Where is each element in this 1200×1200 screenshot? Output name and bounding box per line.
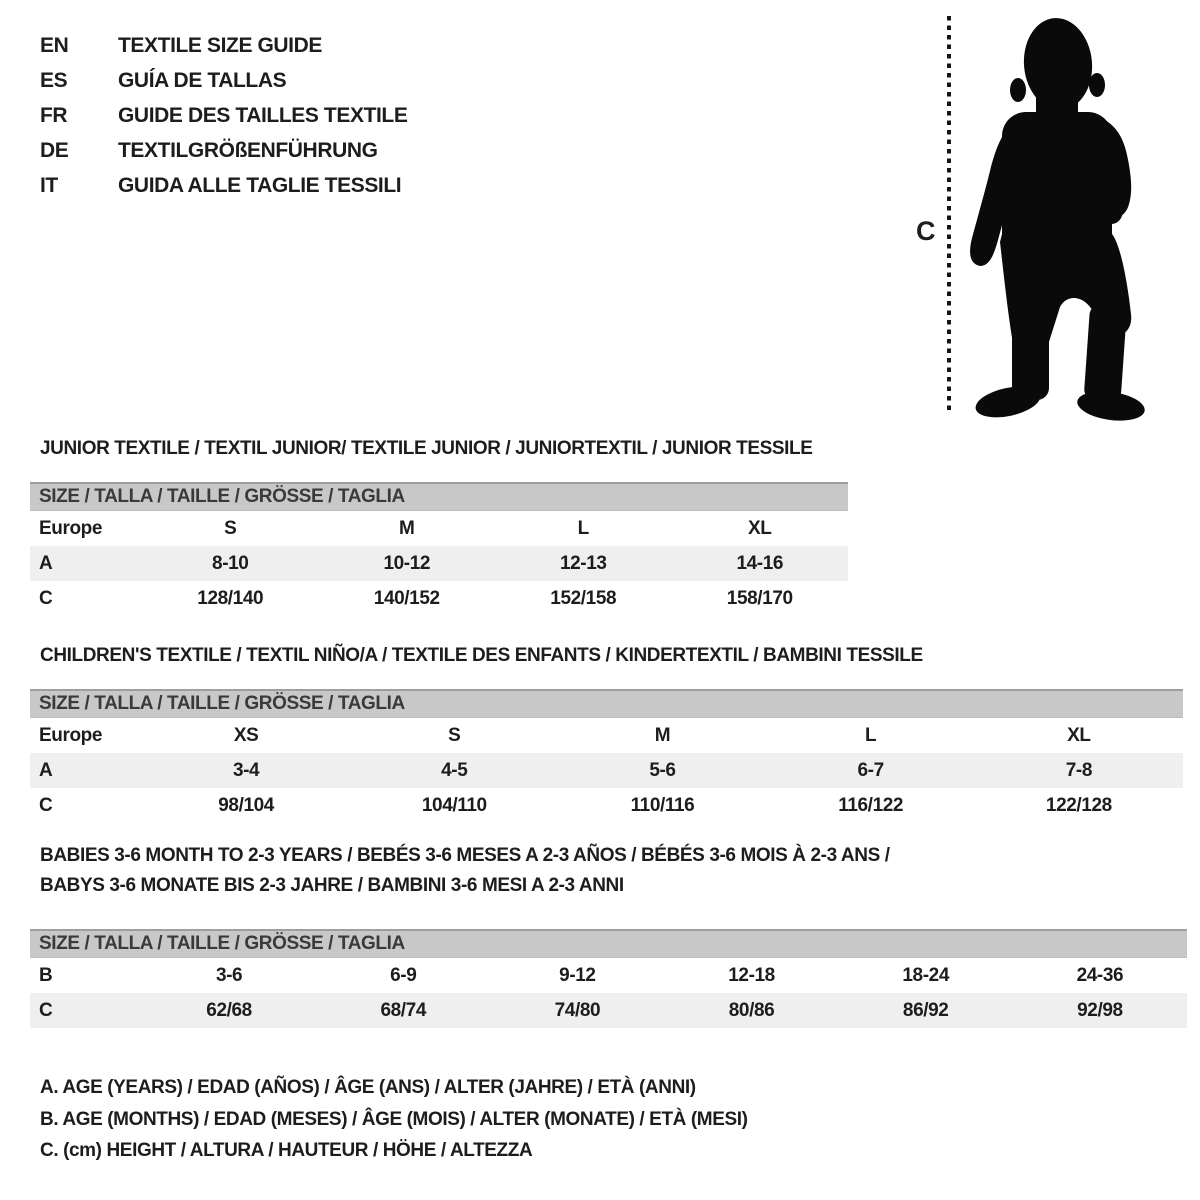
- size-cell: 12-18: [728, 964, 775, 986]
- section-title-line: BABIES 3-6 MONTH TO 2-3 YEARS / BEBÉS 3-6 MESES A 2-3 AÑOS / BÉBÉS 3-6 MOIS À 2-3 ANS /: [40, 845, 890, 866]
- size-cell: 9-12: [559, 964, 596, 986]
- size-table-row: [30, 753, 1183, 788]
- language-row: [40, 63, 407, 98]
- legend-line-a: A. AGE (YEARS) / EDAD (AÑOS) / ÂGE (ANS) / ALTER (JAHRE) / ETÀ (ANNI): [40, 1077, 696, 1098]
- size-cell: 128/140: [197, 587, 264, 609]
- language-title: GUIDE DES TAILLES TEXTILE: [118, 103, 408, 127]
- row-label: A: [39, 552, 53, 574]
- size-cell: 158/170: [726, 587, 793, 609]
- language-title: GUIDA ALLE TAGLIE TESSILI: [118, 173, 402, 197]
- section-title-line: BABYS 3-6 MONATE BIS 2-3 JAHRE / BAMBINI 3-6 MESI A 2-3 ANNI: [40, 875, 624, 896]
- language-row: [40, 168, 407, 203]
- size-cell: 7-8: [1065, 759, 1092, 781]
- row-label: Europe: [39, 517, 103, 539]
- size-cell: 86/92: [902, 999, 949, 1021]
- junior-size-table: [30, 482, 848, 616]
- language-code: IT: [40, 173, 58, 197]
- size-cell: 92/98: [1077, 999, 1123, 1021]
- height-measure-dashed-line: [947, 16, 951, 415]
- language-code: ES: [40, 68, 68, 92]
- legend: [40, 1072, 748, 1167]
- baby-silhouette-icon: [960, 6, 1155, 424]
- section-title-children: [40, 641, 923, 671]
- language-title-list: [40, 28, 407, 203]
- size-cell: 110/116: [630, 794, 695, 816]
- size-table: [30, 718, 1183, 823]
- size-table-header-bar: SIZE / TALLA / TAILLE / GRÖSSE / TAGLIA: [30, 689, 1183, 718]
- size-cell: S: [448, 724, 461, 746]
- size-cell: L: [577, 517, 589, 539]
- babies-size-table: [30, 929, 1187, 1028]
- size-cell: 14-16: [736, 552, 784, 574]
- size-cell: S: [224, 517, 237, 539]
- row-label: C: [39, 587, 53, 609]
- language-title: TEXTILGRÖßENFÜHRUNG: [118, 138, 378, 162]
- section-title-line: JUNIOR TEXTILE / TEXTIL JUNIOR/ TEXTILE JUNIOR / JUNIORTEXTIL / JUNIOR TESSILE: [40, 438, 813, 459]
- size-cell: 3-4: [232, 759, 260, 781]
- size-table-row: [30, 788, 1183, 823]
- row-label: Europe: [39, 724, 103, 746]
- size-cell: 18-24: [902, 964, 949, 986]
- size-cell: M: [654, 724, 671, 746]
- size-cell: 74/80: [554, 999, 601, 1021]
- size-cell: 98/104: [218, 794, 274, 816]
- size-cell: 116/122: [838, 794, 904, 816]
- size-table-row: [30, 993, 1187, 1028]
- size-cell: 5-6: [649, 759, 676, 781]
- size-table-header-bar: SIZE / TALLA / TAILLE / GRÖSSE / TAGLIA: [30, 929, 1187, 958]
- size-cell: 10-12: [383, 552, 431, 574]
- row-label: A: [39, 759, 53, 781]
- size-cell: 62/68: [206, 999, 252, 1021]
- size-cell: 6-7: [857, 759, 884, 781]
- size-cell: 152/158: [550, 587, 617, 609]
- language-title: GUÍA DE TALLAS: [118, 68, 287, 92]
- section-title-line: CHILDREN'S TEXTILE / TEXTIL NIÑO/A / TEXTILE DES ENFANTS / KINDERTEXTIL / BAMBINI TESSILE: [40, 645, 923, 666]
- size-cell: 68/74: [380, 999, 426, 1021]
- size-cell: 122/128: [1045, 794, 1112, 816]
- baby-silhouette-shapes: [970, 15, 1147, 424]
- size-table-header-bar: SIZE / TALLA / TAILLE / GRÖSSE / TAGLIA: [30, 482, 848, 511]
- language-title: TEXTILE SIZE GUIDE: [118, 33, 322, 57]
- language-row: [40, 133, 407, 168]
- row-label: C: [39, 794, 53, 816]
- size-cell: 4-5: [441, 759, 468, 781]
- size-cell: 80/86: [728, 999, 775, 1021]
- size-cell: 8-10: [212, 552, 249, 574]
- size-cell: 3-6: [215, 964, 243, 986]
- size-cell: 140/152: [373, 587, 440, 609]
- size-cell: M: [399, 517, 415, 539]
- height-measure-label: C: [916, 216, 936, 246]
- size-cell: 24-36: [1076, 964, 1124, 986]
- size-cell: 6-9: [390, 964, 417, 986]
- size-table: [30, 511, 848, 616]
- size-cell: L: [865, 724, 877, 746]
- size-table-row: [30, 511, 848, 546]
- size-cell: 12-13: [559, 552, 607, 574]
- size-table-row: [30, 581, 848, 616]
- section-title-babies: [40, 841, 890, 901]
- language-row: [40, 28, 407, 63]
- size-cell: XL: [748, 517, 772, 539]
- size-cell: 104/110: [421, 794, 487, 816]
- row-label: B: [39, 964, 53, 986]
- size-table: [30, 958, 1187, 1028]
- legend-line-c: C. (cm) HEIGHT / ALTURA / HAUTEUR / HÖHE / ALTEZZA: [40, 1140, 533, 1161]
- section-title-junior: [40, 434, 813, 464]
- size-table-row: [30, 958, 1187, 993]
- language-code: FR: [40, 103, 68, 127]
- language-code: DE: [40, 138, 69, 162]
- size-cell: XS: [233, 724, 259, 746]
- language-code: EN: [40, 33, 69, 57]
- size-cell: XL: [1067, 724, 1091, 746]
- legend-line-b: B. AGE (MONTHS) / EDAD (MESES) / ÂGE (MOIS) / ALTER (MONATE) / ETÀ (MESI): [40, 1108, 748, 1130]
- size-table-row: [30, 546, 848, 581]
- language-row: [40, 98, 407, 133]
- size-table-row: [30, 718, 1183, 753]
- children-size-table: [30, 689, 1183, 823]
- row-label: C: [39, 999, 53, 1021]
